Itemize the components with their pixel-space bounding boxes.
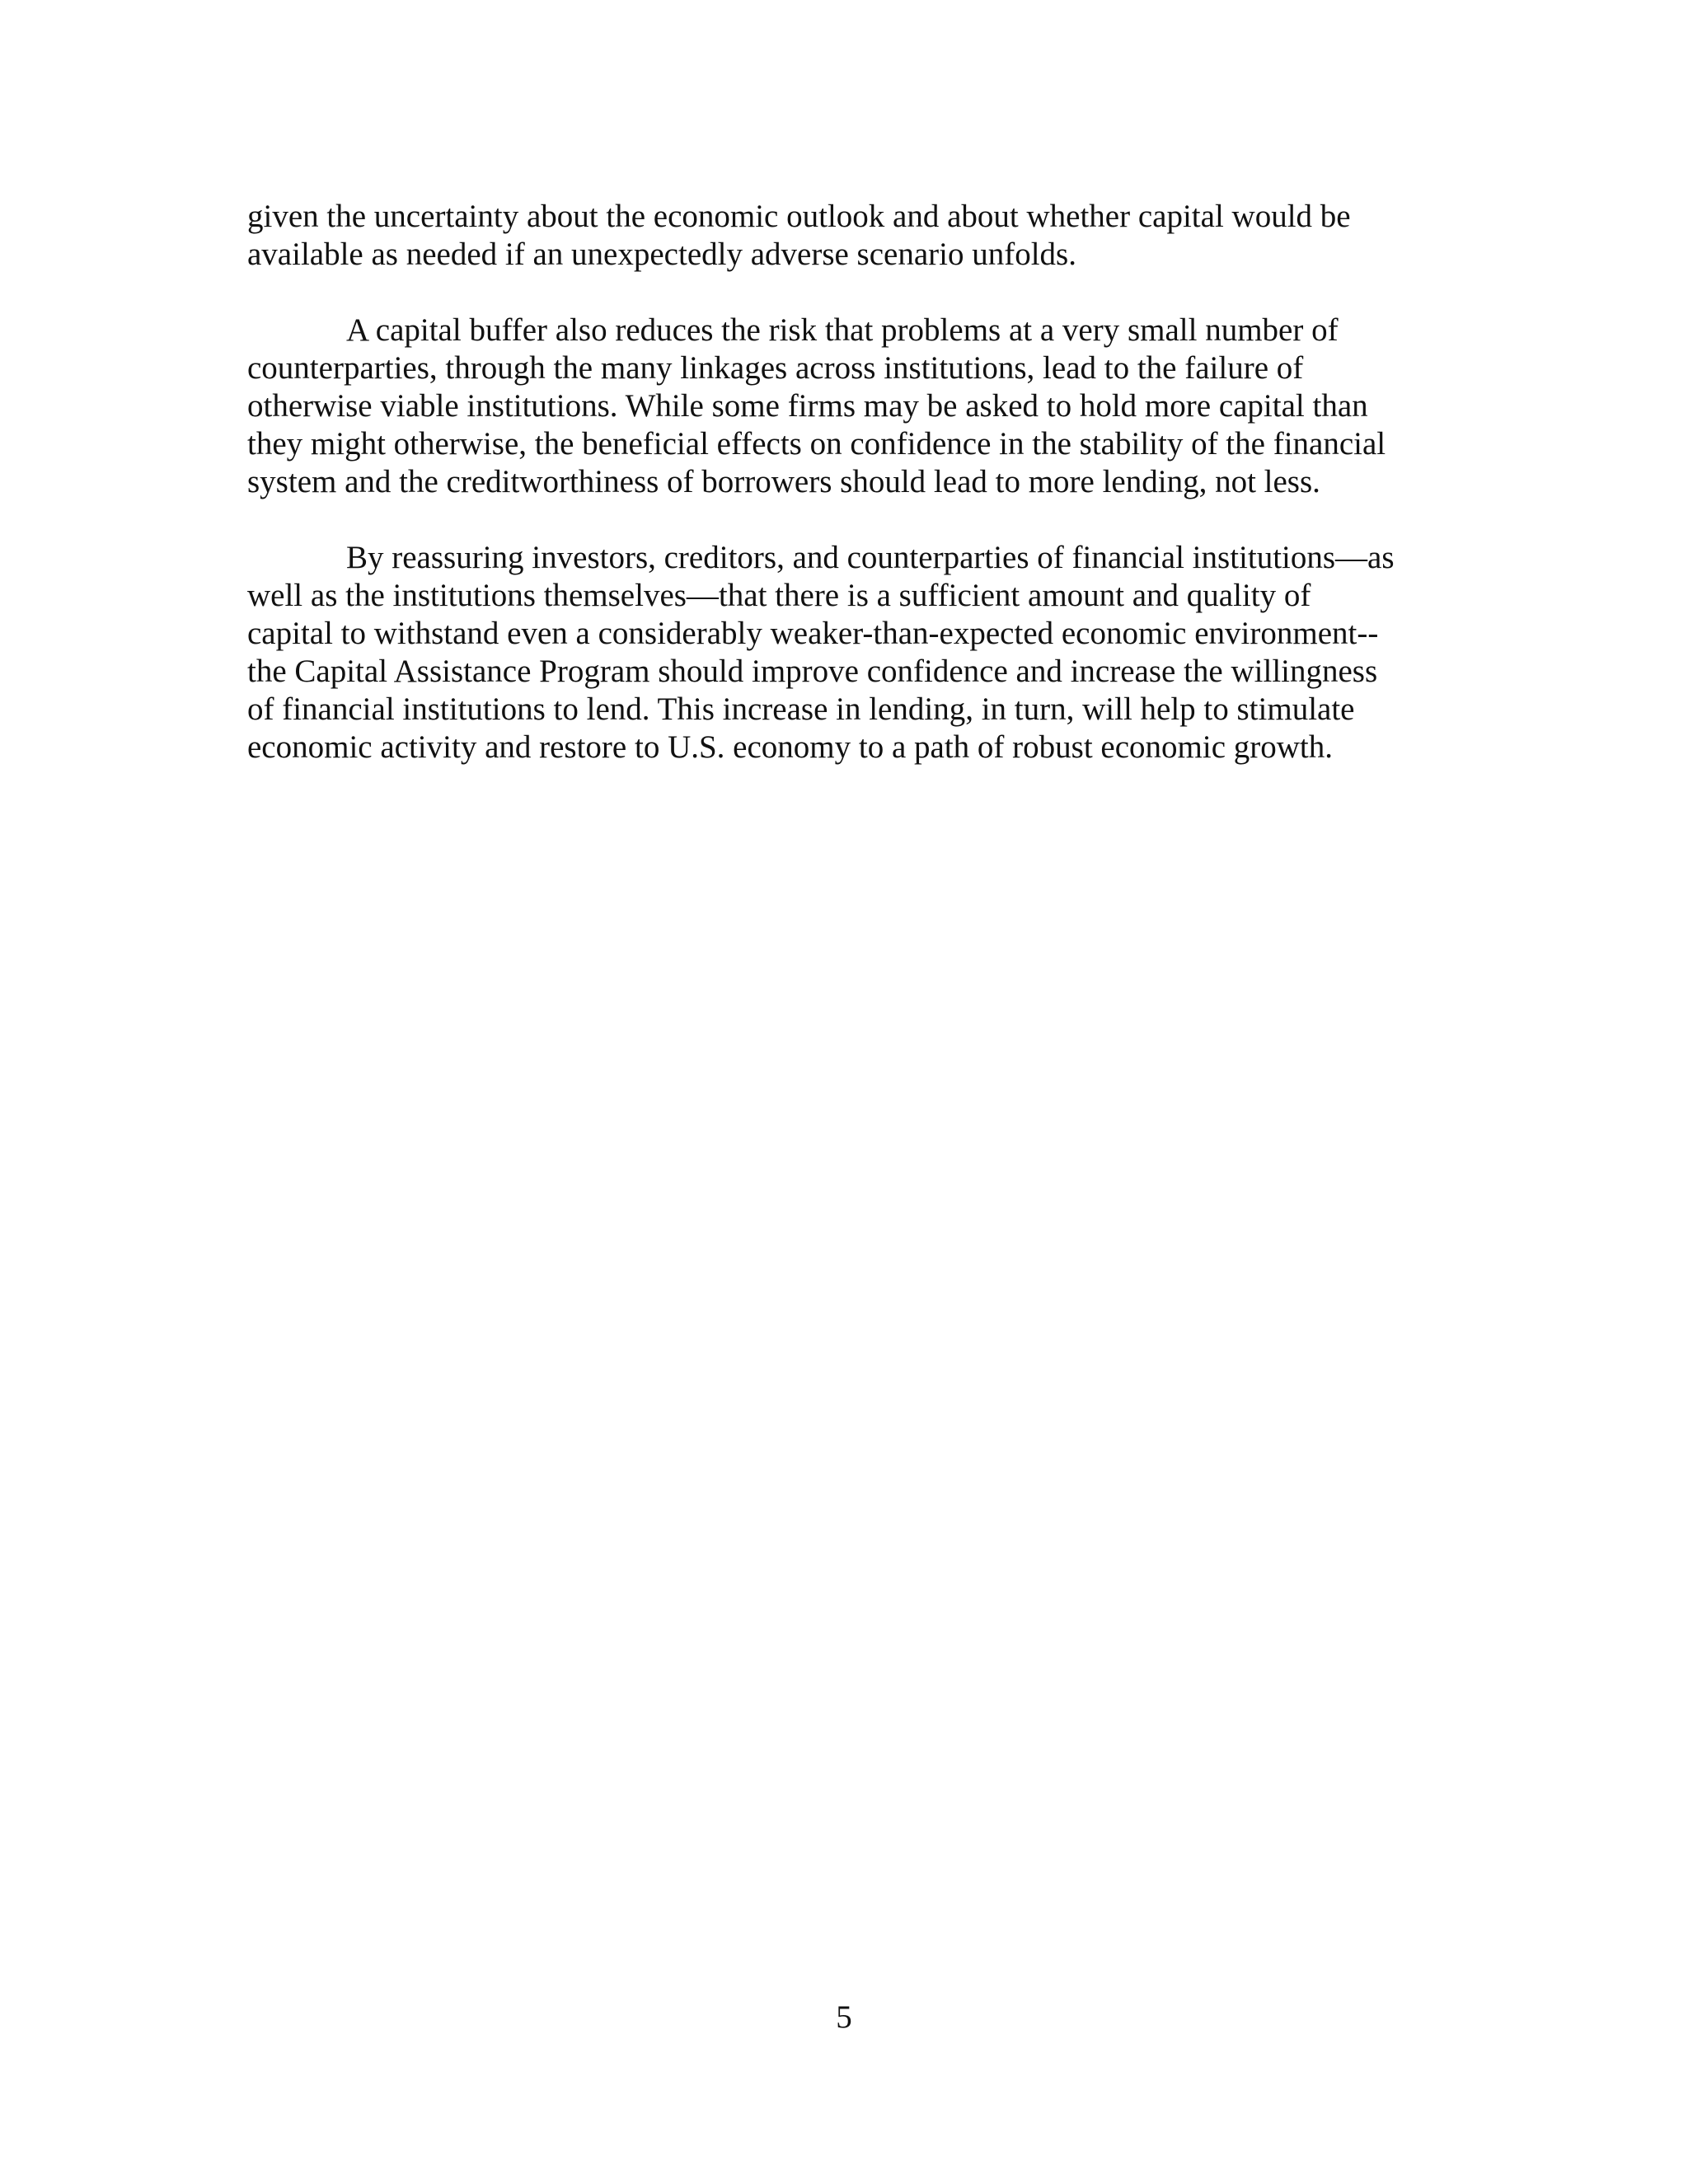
text-line: economic activity and restore to U.S. economy to a path of robust economic growth.	[247, 729, 1333, 765]
document-body	[247, 198, 1434, 766]
paragraph-gap	[247, 501, 1434, 539]
text-line: capital to withstand even a considerably weaker-than-expected economic environment--	[247, 616, 1379, 651]
text-line: they might otherwise, the beneficial effects on confidence in the stability of the financial	[247, 426, 1386, 462]
text-line: of financial institutions to lend. This increase in lending, in turn, will help to stimulate	[247, 691, 1355, 727]
text-line: counterparties, through the many linkages across institutions, lead to the failure of	[247, 350, 1304, 386]
text-line: the Capital Assistance Program should improve confidence and increase the willingness	[247, 654, 1378, 689]
text-line: system and the creditworthiness of borrowers should lead to more lending, not less.	[247, 464, 1320, 499]
paragraph-gap	[247, 274, 1434, 312]
text-line: available as needed if an unexpectedly adverse scenario unfolds.	[247, 237, 1076, 272]
text-line: well as the institutions themselves—that there is a sufficient amount and quality of	[247, 578, 1311, 613]
text-line: By reassuring investors, creditors, and counterparties of financial institutions—as	[346, 540, 1395, 575]
page-number: 5	[836, 1999, 852, 2035]
paragraph-reassuring-investors	[247, 539, 1434, 766]
paragraph-capital-buffer	[247, 312, 1434, 501]
text-line: given the uncertainty about the economic outlook and about whether capital would be	[247, 199, 1351, 234]
text-line: otherwise viable institutions. While some firms may be asked to hold more capital than	[247, 388, 1368, 424]
paragraph-continuation	[247, 198, 1434, 274]
text-line: A capital buffer also reduces the risk that problems at a very small number of	[346, 312, 1339, 348]
